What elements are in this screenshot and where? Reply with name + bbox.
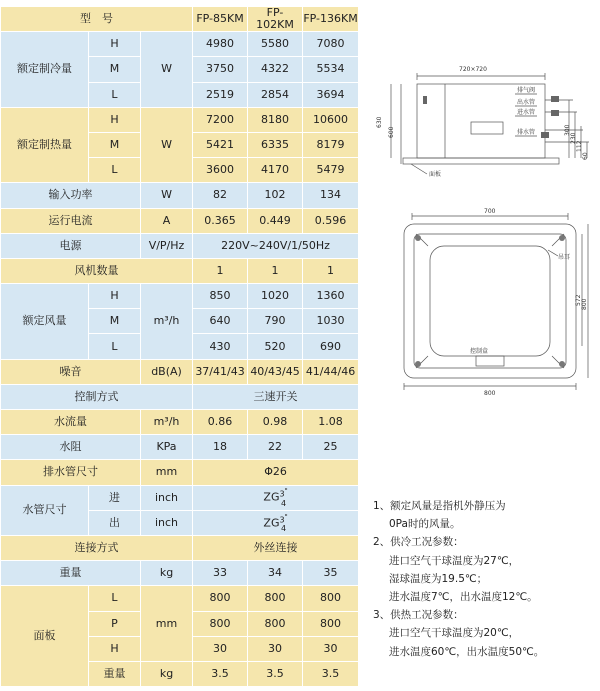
water-resist-row: [1, 435, 359, 460]
label-control-box: 控制盒: [470, 348, 489, 355]
cell: 520: [248, 334, 303, 359]
cell: 3694: [303, 82, 359, 107]
supply-label: 电源: [1, 233, 141, 258]
cell: 25: [303, 435, 359, 460]
water-flow-label: 水流量: [1, 410, 141, 435]
header-label: 型 号: [1, 7, 193, 32]
model-2: FP-102KM: [248, 7, 303, 32]
callout-drain: 排水管: [517, 129, 536, 136]
noise-unit: dB(A): [141, 359, 193, 384]
dim-right-1: 572: [575, 294, 582, 306]
fan-count-row: [1, 258, 359, 283]
airflow-mode: L: [89, 334, 141, 359]
water-pipe-mode: 进: [89, 485, 141, 510]
airflow-mode: H: [89, 284, 141, 309]
cell: 850: [193, 284, 248, 309]
cell: 640: [193, 309, 248, 334]
cell: 800: [303, 611, 359, 636]
cell: 5479: [303, 158, 359, 183]
supply-row: [1, 233, 359, 258]
cell: 790: [248, 309, 303, 334]
cell: 800: [303, 586, 359, 611]
noise-label: 噪音: [1, 359, 141, 384]
water-flow-row: [1, 410, 359, 435]
spec-table: [0, 6, 359, 687]
drain-label: 排水管尺寸: [1, 460, 141, 485]
note-line: 2、供冷工况参数：: [373, 536, 464, 549]
weight-unit: kg: [141, 561, 193, 586]
weight-row: [1, 561, 359, 586]
heating-mode: M: [89, 132, 141, 157]
cell: 690: [303, 334, 359, 359]
cell: 82: [193, 183, 248, 208]
cell: 5580: [248, 32, 303, 57]
heating-label: 额定制热量: [1, 107, 89, 183]
dim-right-4: 60: [582, 152, 589, 160]
cell: 102: [248, 183, 303, 208]
note-line: 进水温度60℃，出水温度50℃。: [389, 645, 545, 658]
cell: 3.5: [193, 661, 248, 686]
noise-row: [1, 359, 359, 384]
current-row: [1, 208, 359, 233]
callout-inlet: 进水管: [517, 109, 536, 116]
cell: 3.5: [248, 661, 303, 686]
panel-mode: L: [89, 586, 141, 611]
cell: 30: [303, 636, 359, 661]
cell: 3.5: [303, 661, 359, 686]
cell: 30: [193, 636, 248, 661]
cell: 8179: [303, 132, 359, 157]
callout-outlet: 出水管: [517, 99, 536, 106]
cell: 7200: [193, 107, 248, 132]
water-pipe-unit: inch: [141, 485, 193, 510]
cell: 1360: [303, 284, 359, 309]
heating-unit: W: [141, 107, 193, 183]
airflow-unit: m³/h: [141, 284, 193, 360]
panel-mode: H: [89, 636, 141, 661]
current-label: 运行电流: [1, 208, 141, 233]
current-unit: A: [141, 208, 193, 233]
cell: 22: [248, 435, 303, 460]
label-hanger: 吊耳: [558, 254, 571, 261]
note-line: 3、供热工况参数：: [373, 609, 464, 622]
cell: 3750: [193, 57, 248, 82]
cooling-label: 额定制冷量: [1, 32, 89, 108]
cell: 4980: [193, 32, 248, 57]
cell: 8180: [248, 107, 303, 132]
cell: 1: [303, 258, 359, 283]
dim-right-2: 230: [570, 132, 577, 144]
cell: 0.365: [193, 208, 248, 233]
cell: 800: [248, 586, 303, 611]
power-label: 输入功率: [1, 183, 141, 208]
note-line: 1、额定风量是指机外静压为: [373, 500, 506, 512]
cell: 7080: [303, 32, 359, 57]
cell: 1020: [248, 284, 303, 309]
cell: 430: [193, 334, 248, 359]
drain-row: [1, 460, 359, 485]
cell: 134: [303, 183, 359, 208]
connection-value: 外丝连接: [193, 535, 359, 560]
cell: 1.08: [303, 410, 359, 435]
cell: 4170: [248, 158, 303, 183]
supply-unit: V/P/Hz: [141, 233, 193, 258]
water-resist-label: 水阻: [1, 435, 141, 460]
cell: 0.86: [193, 410, 248, 435]
water-pipe-value: [193, 485, 359, 510]
cell: 10600: [303, 107, 359, 132]
cell: 1030: [303, 309, 359, 334]
panel-mode: P: [89, 611, 141, 636]
notes: [373, 497, 598, 661]
cell: 1: [248, 258, 303, 283]
dim-right-1: 300: [564, 124, 571, 136]
panel-mode: 重量: [89, 661, 141, 686]
airflow-row-h: [1, 284, 359, 309]
connection-label: 连接方式: [1, 535, 193, 560]
cell: 40/43/45: [248, 359, 303, 384]
cooling-row-h: [1, 32, 359, 57]
note-line: 进口空气干球温度为27℃，: [389, 554, 520, 567]
cell: 800: [248, 611, 303, 636]
supply-value: 220V~240V/1/50Hz: [193, 233, 359, 258]
control-row: [1, 384, 359, 409]
cell: 34: [248, 561, 303, 586]
drain-unit: mm: [141, 460, 193, 485]
dim-left-1: 630: [376, 116, 383, 128]
cooling-mode: L: [89, 82, 141, 107]
dim-top: 700: [484, 208, 496, 215]
panel-weight-unit: kg: [141, 661, 193, 686]
cell: 2519: [193, 82, 248, 107]
label-panel: 面板: [429, 171, 442, 178]
cooling-mode: M: [89, 57, 141, 82]
drain-value: Φ26: [193, 460, 359, 485]
note-line: 0Pa时的风量。: [389, 518, 461, 531]
pipe-fraction: 3" 4: [279, 512, 288, 534]
power-unit: W: [141, 183, 193, 208]
heating-mode: L: [89, 158, 141, 183]
water-pipe-value: [193, 510, 359, 535]
pipe-fraction: 3" 4: [279, 487, 288, 508]
note-line: 进水温度7℃，出水温度12℃。: [389, 591, 538, 604]
water-pipe-row-in: [1, 485, 359, 510]
water-flow-unit: m³/h: [141, 410, 193, 435]
cell: 0.98: [248, 410, 303, 435]
pipe-prefix: ZG: [263, 490, 280, 504]
callout-vent: 排气阀: [517, 87, 536, 94]
power-row: [1, 183, 359, 208]
dim-right-2: 800: [581, 298, 588, 310]
dim-left-2: 600: [388, 126, 395, 138]
pipe-prefix: ZG: [263, 515, 280, 529]
panel-label: 面板: [1, 586, 89, 687]
cell: 800: [193, 611, 248, 636]
heating-row-h: [1, 107, 359, 132]
cell: 0.449: [248, 208, 303, 233]
airflow-mode: M: [89, 309, 141, 334]
panel-unit: mm: [141, 586, 193, 662]
cell: 6335: [248, 132, 303, 157]
cell: 2854: [248, 82, 303, 107]
cooling-mode: H: [89, 32, 141, 57]
cell: 800: [193, 586, 248, 611]
panel-row-l: [1, 586, 359, 611]
water-pipe-unit: inch: [141, 510, 193, 535]
fan-count-label: 风机数量: [1, 258, 193, 283]
cell: 4322: [248, 57, 303, 82]
water-pipe-label: 水管尺寸: [1, 485, 89, 535]
dim-right-3: 112: [576, 140, 583, 152]
cell: 5534: [303, 57, 359, 82]
cell: 37/41/43: [193, 359, 248, 384]
side-elevation-drawing: [375, 66, 597, 182]
cell: 35: [303, 561, 359, 586]
weight-label: 重量: [1, 561, 141, 586]
model-1: FP-85KM: [193, 7, 248, 32]
note-line: 湿球温度为19.5℃；: [389, 572, 488, 585]
cell: 3600: [193, 158, 248, 183]
water-pipe-mode: 出: [89, 510, 141, 535]
plan-view-drawing: [398, 206, 592, 396]
cooling-unit: W: [141, 32, 193, 108]
water-resist-unit: KPa: [141, 435, 193, 460]
header-row: [1, 7, 359, 32]
airflow-label: 额定风量: [1, 284, 89, 360]
cell: 0.596: [303, 208, 359, 233]
cell: 5421: [193, 132, 248, 157]
note-line: 进口空气干球温度为20℃，: [389, 627, 520, 640]
control-label: 控制方式: [1, 384, 193, 409]
heating-mode: H: [89, 107, 141, 132]
model-3: FP-136KM: [303, 7, 359, 32]
connection-row: [1, 535, 359, 560]
cell: 18: [193, 435, 248, 460]
cell: 41/44/46: [303, 359, 359, 384]
cell: 30: [248, 636, 303, 661]
cell: 1: [193, 258, 248, 283]
control-value: 三速开关: [193, 384, 359, 409]
dim-width: 720×720: [459, 66, 487, 73]
dim-bottom: 800: [484, 390, 496, 397]
cell: 33: [193, 561, 248, 586]
